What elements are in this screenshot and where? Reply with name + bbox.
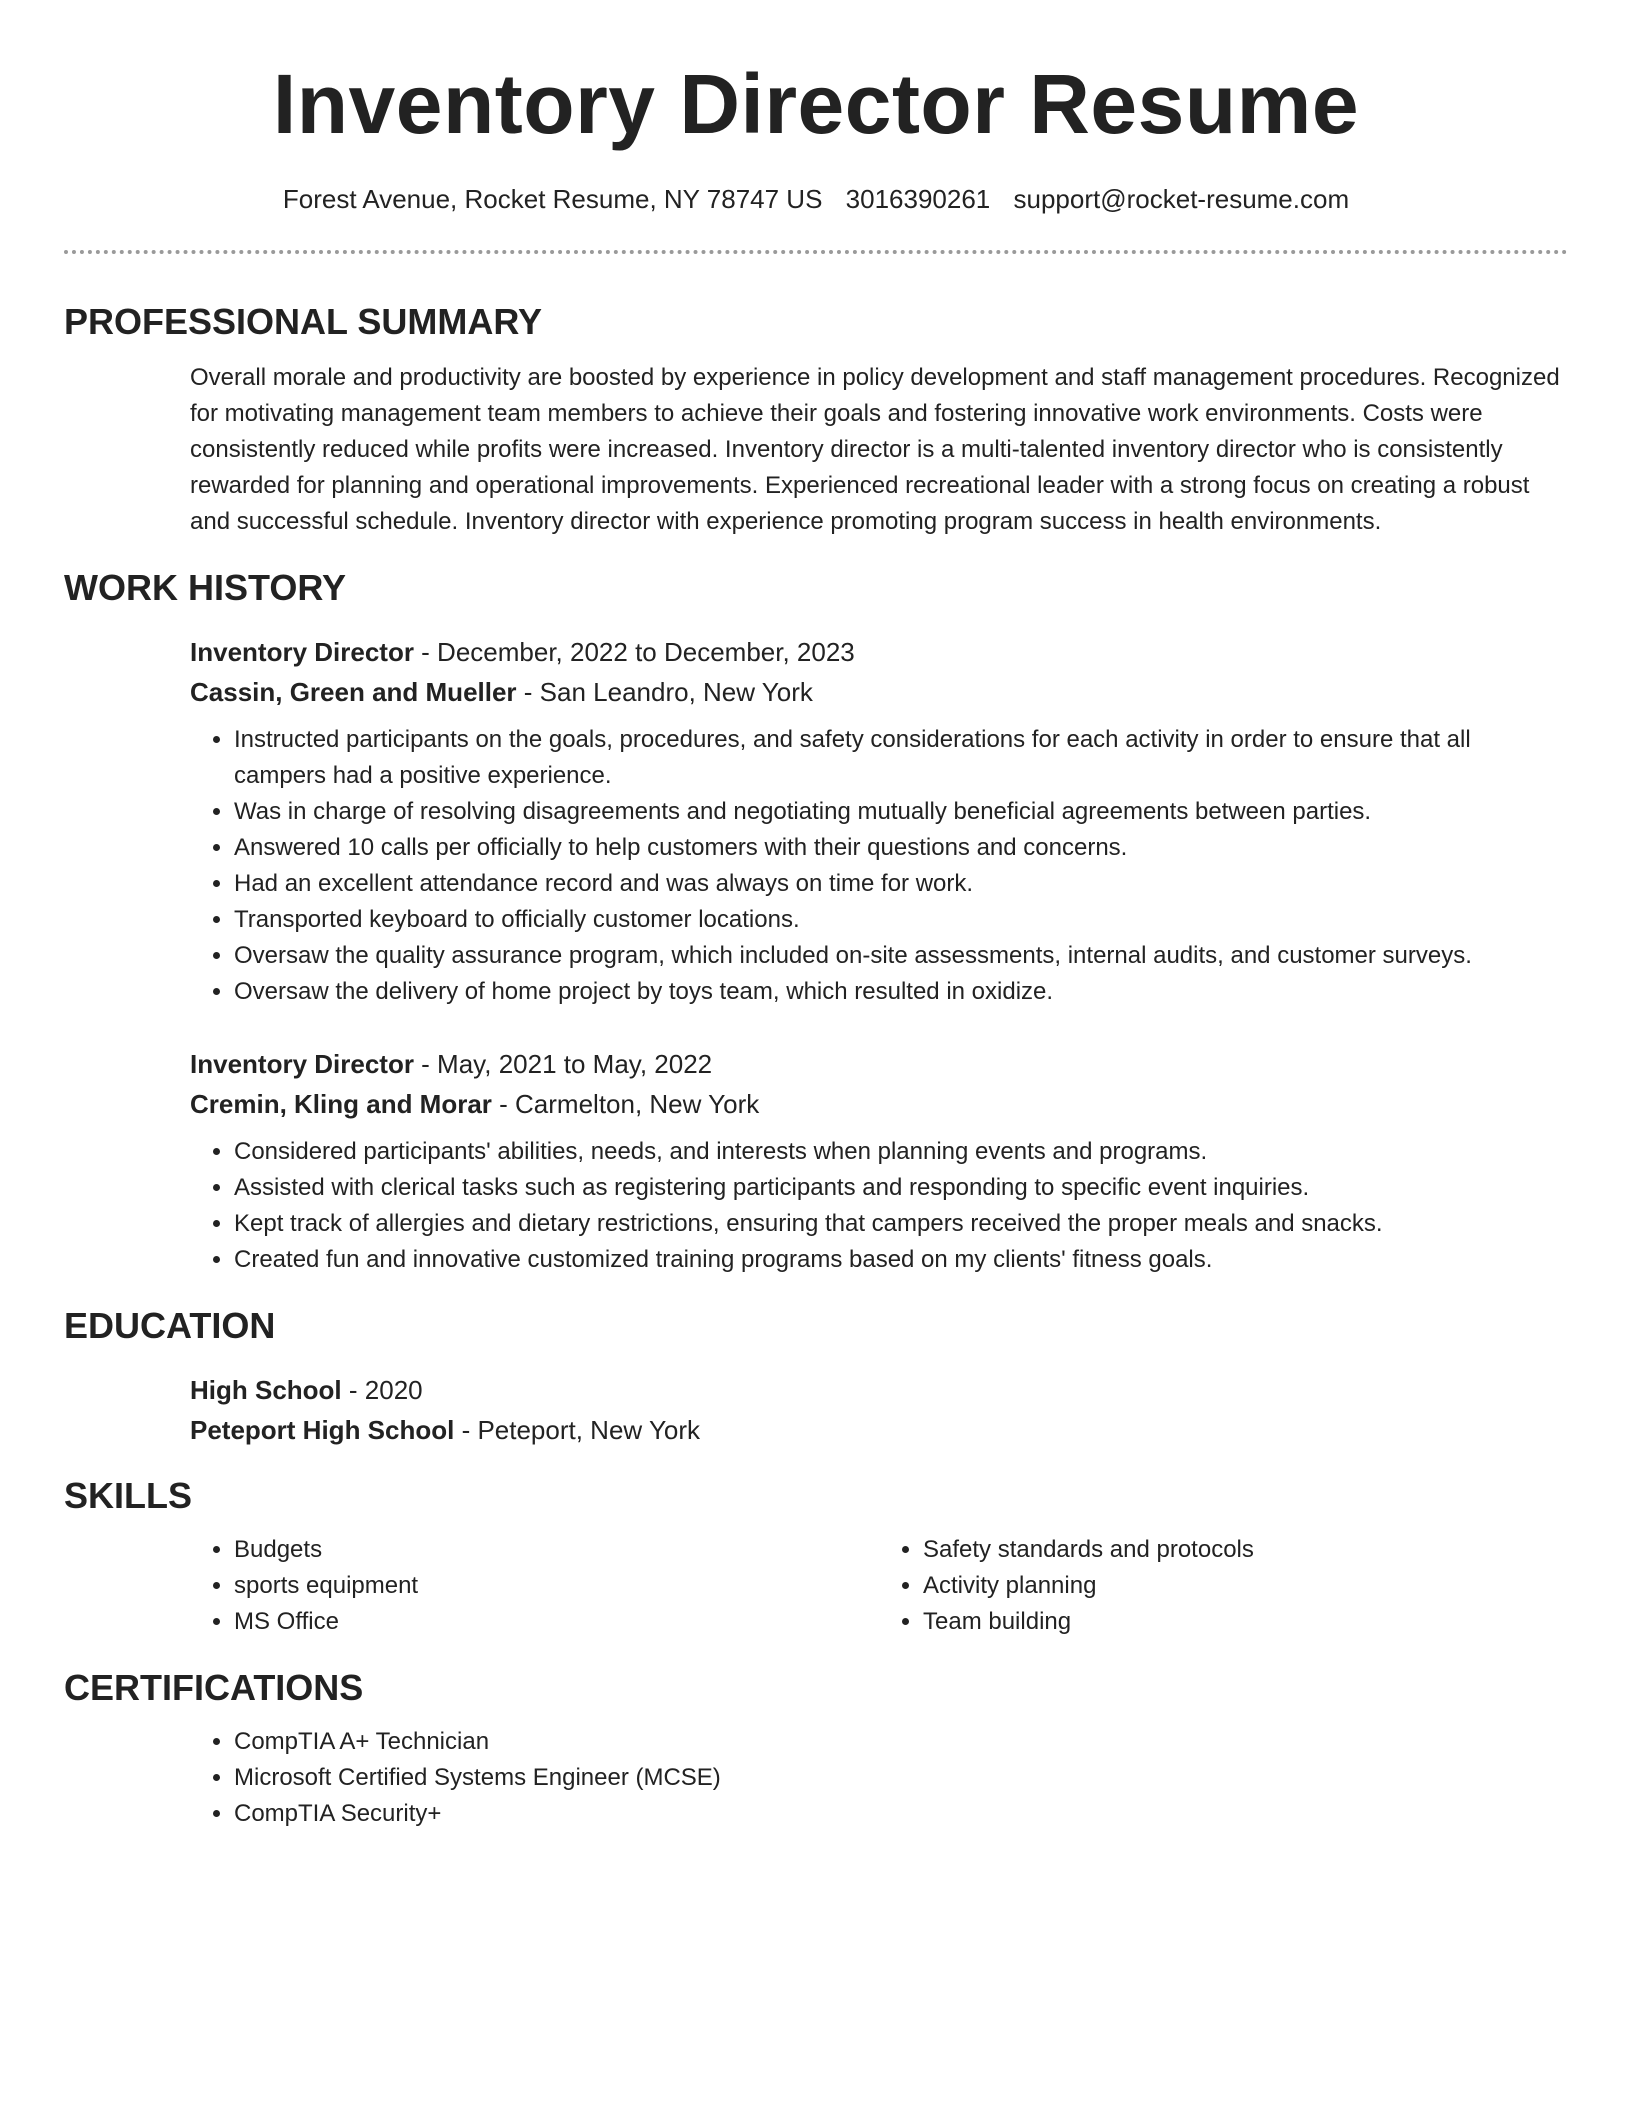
list-item: • Transported keyboard to officially customer locations.	[234, 902, 1568, 938]
job-company: Cassin, Green and Mueller	[190, 677, 517, 707]
resume-title: Inventory Director Resume	[272, 57, 1360, 151]
certifications-list	[190, 1724, 1568, 1832]
job-title: Inventory Director	[190, 1049, 414, 1079]
skill-item: • Activity planning	[923, 1568, 1568, 1604]
education-degree-line	[190, 1370, 1568, 1410]
list-item: • Kept track of allergies and dietary restrictions, ensuring that campers received the proper meals and snacks.	[234, 1206, 1568, 1242]
list-item: • Had an excellent attendance record and was always on time for work.	[234, 866, 1568, 902]
education-location: - Peteport, New York	[454, 1415, 701, 1445]
skills-list-left	[190, 1532, 879, 1640]
contact-email: support@rocket-resume.com	[1013, 184, 1350, 214]
certifications-section	[64, 1666, 1568, 1832]
skill-item: • sports equipment	[234, 1568, 879, 1604]
education-degree: High School	[190, 1375, 342, 1405]
list-item: • Oversaw the quality assurance program, which included on-site assessments, internal audits, and customer surveys.	[234, 938, 1568, 974]
list-item: • Considered participants' abilities, needs, and interests when planning events and programs.	[234, 1134, 1568, 1170]
summary-text: Overall morale and productivity are boosted by experience in policy development and staff management procedures. Recognized for motivating management team members to achieve their goals and fostering innovative work environments. Costs were consistently reduced while profits were increased. Inventory director is a multi-talented inventory director who is consistently rewarded for planning and operational improvements. Experienced recreational leader with a strong focus on creating a robust and successful schedule. Inventory director with experience promoting program success in health environments.	[190, 364, 1560, 535]
education-section	[64, 1304, 1568, 1450]
skill-item: • Safety standards and protocols	[923, 1532, 1568, 1568]
skills-section	[64, 1474, 1568, 1640]
job-company-line	[190, 672, 1568, 712]
work-history-section	[64, 566, 1568, 1278]
job-location: - San Leandro, New York	[516, 677, 813, 707]
list-item: • Assisted with clerical tasks such as registering participants and responding to specific event inquiries.	[234, 1170, 1568, 1206]
job-title: Inventory Director	[190, 637, 414, 667]
job-company-line	[190, 1084, 1568, 1124]
job-entry	[190, 1044, 1568, 1278]
summary-body	[190, 360, 1568, 540]
skill-item: • MS Office	[234, 1604, 879, 1640]
section-heading-education: EDUCATION	[64, 1305, 276, 1346]
job-entry	[190, 632, 1568, 1010]
certification-item: • CompTIA A+ Technician	[234, 1724, 1568, 1760]
job-company: Cremin, Kling and Morar	[190, 1089, 492, 1119]
list-item: • Oversaw the delivery of home project by toys team, which resulted in oxidize.	[234, 974, 1568, 1010]
skill-item: • Budgets	[234, 1532, 879, 1568]
work-body	[190, 632, 1568, 1278]
job-dates: - May, 2021 to May, 2022	[413, 1049, 713, 1079]
list-item: • Was in charge of resolving disagreements and negotiating mutually beneficial agreements between parties.	[234, 794, 1568, 830]
education-body	[190, 1370, 1568, 1450]
section-heading-summary: PROFESSIONAL SUMMARY	[64, 301, 543, 342]
job-title-line	[190, 632, 1568, 672]
contact-address: Forest Avenue, Rocket Resume, NY 78747 US	[282, 184, 823, 214]
contact-phone: 3016390261	[845, 184, 991, 214]
job-dates: - December, 2022 to December, 2023	[413, 637, 855, 667]
job-bullets	[190, 722, 1568, 1010]
certification-item: • CompTIA Security+	[234, 1796, 1568, 1832]
education-school: Peteport High School	[190, 1415, 455, 1445]
professional-summary-section	[64, 300, 1568, 540]
skill-item: • Team building	[923, 1604, 1568, 1640]
skills-list-right	[879, 1532, 1568, 1640]
education-school-line	[190, 1410, 1568, 1450]
certification-item: • Microsoft Certified Systems Engineer (MCSE)	[234, 1760, 1568, 1796]
contact-line	[64, 182, 1568, 216]
list-item: • Created fun and innovative customized training programs based on my clients' fitness goals.	[234, 1242, 1568, 1278]
section-heading-certifications: CERTIFICATIONS	[64, 1667, 364, 1708]
job-location: - Carmelton, New York	[491, 1089, 760, 1119]
education-year: - 2020	[341, 1375, 423, 1405]
list-item: • Instructed participants on the goals, procedures, and safety considerations for each activity in order to ensure that all campers had a positive experience.	[234, 722, 1568, 794]
section-heading-skills: SKILLS	[64, 1475, 193, 1516]
skills-grid	[190, 1532, 1568, 1640]
job-bullets	[190, 1134, 1568, 1278]
certifications-body	[190, 1724, 1568, 1832]
header-divider	[64, 250, 1568, 254]
list-item: • Answered 10 calls per officially to help customers with their questions and concerns.	[234, 830, 1568, 866]
job-title-line	[190, 1044, 1568, 1084]
section-heading-work: WORK HISTORY	[64, 567, 347, 608]
